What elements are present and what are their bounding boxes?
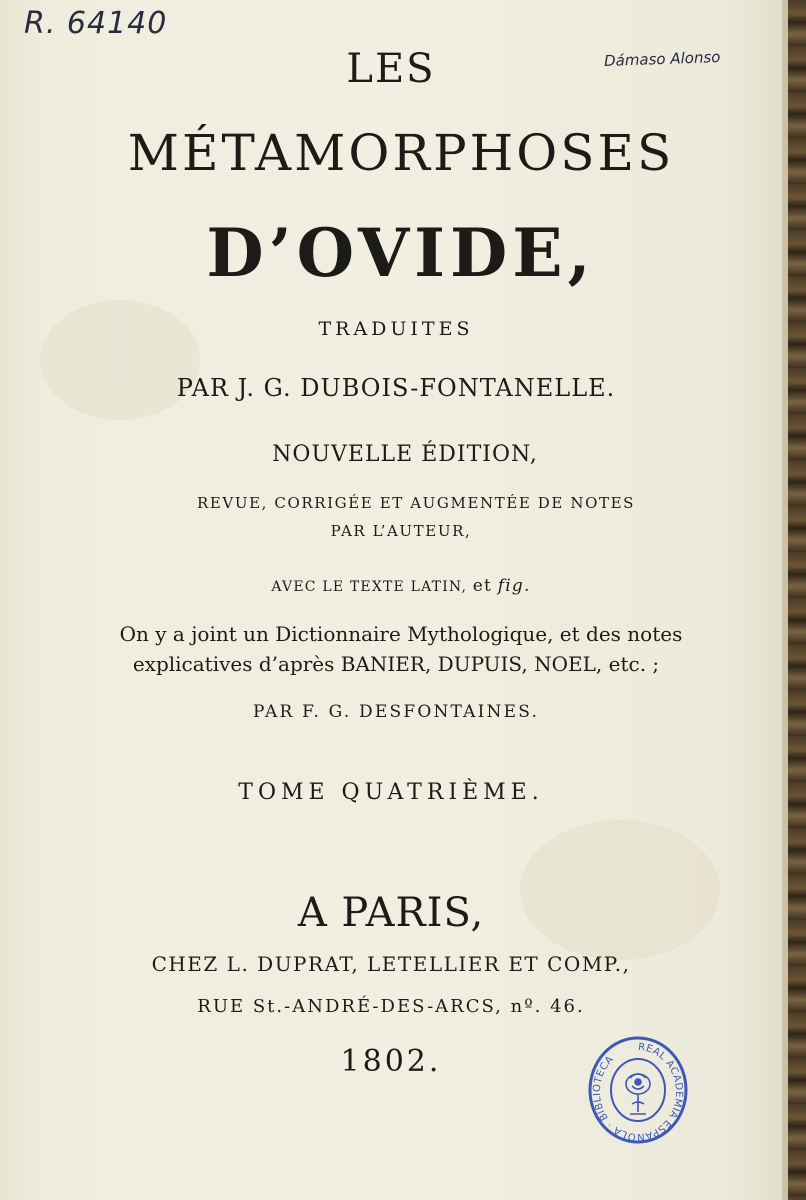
title-line-metamorphoses: MÉTAMORPHOSES bbox=[127, 124, 675, 182]
volume-line: TOME QUATRIÈME. bbox=[238, 780, 544, 805]
imprint-address: RUE St.-ANDRÉ-DES-ARCS, nº. 46. bbox=[197, 996, 585, 1017]
supplement-line-1: On y a joint un Dictionnaire Mythologique, et des notes bbox=[119, 622, 683, 646]
title-line-ovide: D’OVIDE, bbox=[206, 214, 596, 292]
edition-line: NOUVELLE ÉDITION, bbox=[272, 442, 538, 467]
library-stamp bbox=[586, 1034, 690, 1146]
shelfmark: R. 64140 bbox=[24, 6, 168, 41]
stamp-outer-ring bbox=[590, 1038, 686, 1142]
imprint-year: 1802. bbox=[340, 1044, 442, 1079]
supplement-line-2: explicatives d’après BANIER, DUPUIS, NOEL, etc. ; bbox=[132, 652, 660, 676]
stamp-emblem-icon bbox=[626, 1074, 650, 1114]
desfontaines-line: PAR F. G. DESFONTAINES. bbox=[252, 702, 540, 722]
translator-line: PAR J. G. DUBOIS-FONTANELLE. bbox=[176, 374, 616, 402]
latin-text-et: et bbox=[472, 576, 493, 596]
owner-signature: Dámaso Alonso bbox=[603, 47, 721, 71]
par-auteur-line: PAR L’AUTEUR, bbox=[330, 522, 472, 540]
latin-text-line bbox=[0, 576, 782, 596]
book-binding-edge bbox=[782, 0, 806, 1200]
latin-text-prefix: AVEC LE TEXTE LATIN, bbox=[271, 579, 468, 595]
traduites-line: TRADUITES bbox=[318, 318, 474, 340]
revision-line: REVUE, CORRIGÉE ET AUGMENTÉE DE NOTES bbox=[196, 494, 636, 512]
imprint-city: A PARIS, bbox=[297, 890, 485, 936]
title-line-les: LES bbox=[346, 46, 436, 92]
latin-text-fig: fig. bbox=[497, 576, 531, 596]
imprint-publisher: CHEZ L. DUPRAT, LETELLIER ET COMP., bbox=[151, 952, 631, 976]
stamp-text: REAL ACADEMIA ESPAÑOLA · BIBLIOTECA bbox=[591, 1041, 685, 1143]
